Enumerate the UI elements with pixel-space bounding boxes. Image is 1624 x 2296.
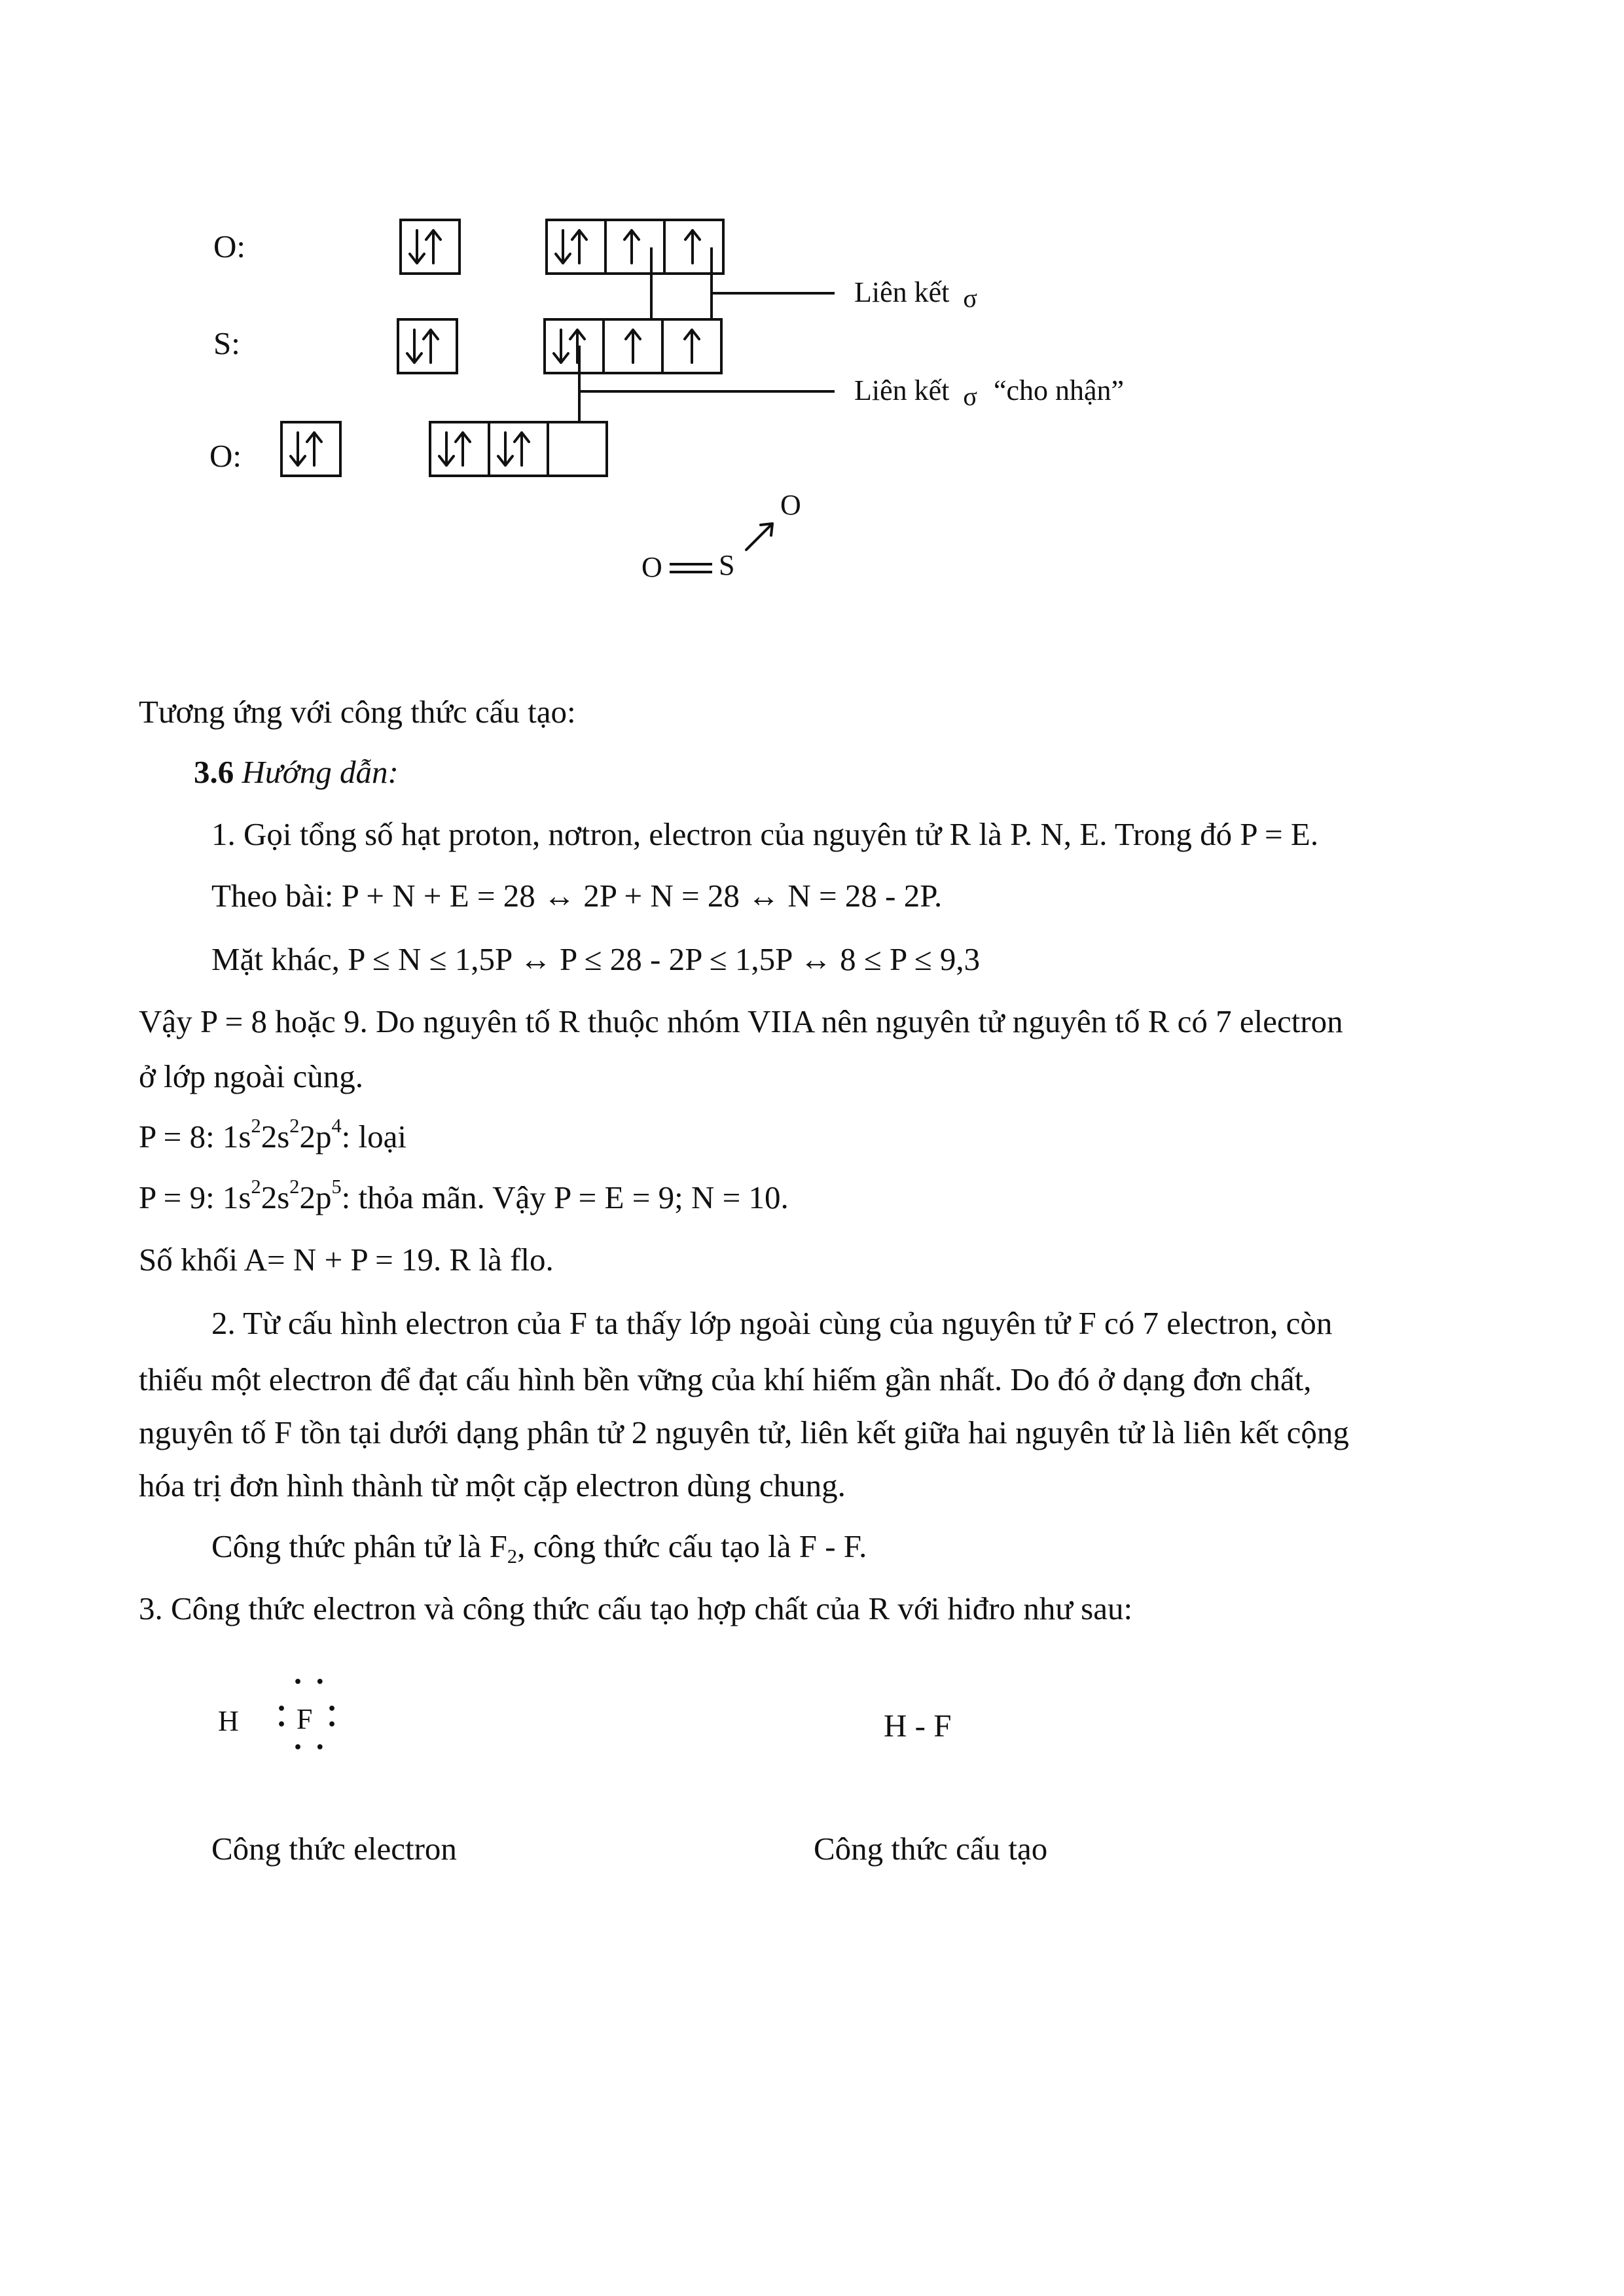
config-p9-mid2: 2p — [299, 1179, 332, 1215]
paragraph-4a: Vậy P = 8 hoặc 9. Do nguyên tố R thuộc nhóm VIIA nên nguyên tử nguyên tố R có 7 electron — [139, 1003, 1343, 1039]
caption-structural-formula: Công thức cấu tạo — [814, 1831, 1048, 1867]
config-p8 — [139, 1115, 406, 1155]
s-p2-up-arrow — [626, 330, 640, 363]
o2-p2-up-arrow — [514, 433, 529, 465]
config-p9-suffix: : thỏa mãn. Vậy P = E = 9; N = 10. — [341, 1179, 789, 1215]
donor-note: “cho nhận” — [993, 374, 1125, 406]
structure-atom-o-right: O — [780, 489, 801, 521]
lewis-h: H — [218, 1705, 239, 1737]
s-p1-up-arrow — [570, 330, 585, 363]
paragraph-4b: ở lớp ngoài cùng. — [139, 1058, 364, 1094]
config-p8-prefix: P = 8: 1s — [139, 1119, 251, 1155]
o1-s-down-arrow — [410, 230, 424, 263]
o2-p1-down-arrow — [439, 433, 454, 465]
config-p8-sup1: 2 — [251, 1115, 261, 1138]
structure-atom-o-left: O — [641, 551, 662, 583]
o2-p-box-2 — [489, 422, 548, 476]
o1-p2-up-arrow — [624, 230, 639, 263]
paragraph-8a: 2. Từ cấu hình electron của F ta thấy lớp ngoài cùng của nguyên tử F có 7 electron, còn — [211, 1305, 1333, 1341]
config-p9-prefix: P = 9: 1s — [139, 1179, 251, 1215]
o2-s-box — [281, 422, 340, 476]
config-p9-sup2: 2 — [289, 1175, 300, 1198]
s-s-box — [398, 319, 457, 373]
o1-p3-up-arrow — [685, 230, 700, 263]
orbital-diagram — [0, 0, 1624, 589]
paragraph-9-prefix: Công thức phân tử là F — [211, 1528, 507, 1564]
caption-electron-formula: Công thức electron — [211, 1831, 457, 1867]
paragraph-8d: hóa trị đơn hình thành từ một cặp electron dùng chung. — [139, 1467, 846, 1503]
o2-s-down-arrow — [291, 433, 305, 465]
sigma-bond-label — [854, 276, 977, 313]
config-p9-sup1: 2 — [251, 1175, 261, 1198]
o2-p1-up-arrow — [456, 433, 470, 465]
row-label-o1: O: — [213, 228, 245, 264]
o1-s-box — [401, 220, 460, 274]
config-p9-mid1: 2s — [261, 1179, 290, 1215]
o2-p2-down-arrow — [498, 433, 513, 465]
donor-bond-text: Liên kết — [854, 374, 950, 406]
sigma-bond-text: Liên kết — [854, 276, 950, 308]
donor-bond-label — [854, 374, 1125, 411]
s-s-down-arrow — [407, 330, 422, 363]
lewis-dots-left: • • — [277, 1701, 287, 1733]
paragraph-8c: nguyên tố F tồn tại dưới dạng phân tử 2 nguyên tử, liên kết giữa hai nguyên tử là liên kết cộng — [139, 1414, 1349, 1450]
paragraph-9-sub: 2 — [507, 1545, 518, 1568]
sigma-symbol: σ — [963, 283, 977, 313]
paragraph-9 — [211, 1528, 867, 1568]
config-p8-mid2: 2p — [299, 1119, 332, 1155]
lewis-dots-right: • • — [327, 1701, 337, 1733]
o2-s-up-arrow — [307, 433, 321, 465]
o1-p-box-2 — [605, 220, 664, 274]
s-s-up-arrow — [424, 330, 438, 363]
o1-p-box-1 — [547, 220, 605, 274]
lewis-dots-bottom: • • — [293, 1740, 329, 1756]
lewis-f: F — [297, 1703, 313, 1735]
config-p8-sup2: 2 — [289, 1115, 300, 1138]
s-p1-down-arrow — [554, 330, 568, 363]
row-label-s: S: — [213, 325, 240, 361]
paragraph-10: 3. Công thức electron và công thức cấu tạo hợp chất của R với hiđro như sau: — [139, 1590, 1133, 1626]
orbital-diagram-svg — [0, 0, 1624, 589]
s-p3-up-arrow — [685, 330, 699, 363]
paragraph-2: Theo bài: P + N + E = 28 ↔ 2P + N = 28 ↔ N = 28 - 2P. — [211, 878, 943, 914]
lewis-dots-top: • • — [293, 1674, 329, 1691]
o1-s-up-arrow — [426, 230, 441, 263]
config-p8-suffix: : loại — [341, 1119, 406, 1155]
paragraph-9-suffix: , công thức cấu tạo là F - F. — [517, 1528, 867, 1564]
paragraph-7: Số khối A= N + P = 19. R là flo. — [139, 1242, 554, 1278]
intro-line: Tương ứng với công thức cấu tạo: — [139, 694, 576, 730]
structural-formula: H - F — [884, 1708, 952, 1744]
config-p9-sup3: 5 — [331, 1175, 342, 1198]
paragraph-1: 1. Gọi tổng số hạt proton, nơtron, electron của nguyên tử R là P. N, E. Trong đó P = E. — [211, 816, 1319, 852]
dative-bond-arrow — [746, 524, 772, 550]
config-p8-sup3: 4 — [331, 1115, 342, 1138]
config-p9 — [139, 1175, 789, 1215]
structure-atom-s: S — [719, 549, 735, 581]
config-p8-mid1: 2s — [261, 1119, 290, 1155]
o2-p-box-1 — [430, 422, 489, 476]
o1-p1-up-arrow — [572, 230, 586, 263]
paragraph-3: Mặt khác, P ≤ N ≤ 1,5P ↔ P ≤ 28 - 2P ≤ 1,5P ↔ 8 ≤ P ≤ 9,3 — [211, 941, 981, 977]
row-label-o2: O: — [209, 438, 242, 474]
donor-sigma-symbol: σ — [963, 382, 977, 411]
o2-p-box-3 — [548, 422, 607, 476]
section-title: Hướng dẫn: — [242, 754, 399, 790]
o1-p1-down-arrow — [556, 230, 570, 263]
section-number: 3.6 — [194, 754, 234, 790]
section-heading — [194, 756, 399, 788]
paragraph-8b: thiếu một electron để đạt cấu hình bền vững của khí hiếm gần nhất. Do đó ở dạng đơn chất, — [139, 1361, 1312, 1397]
s-p-box-1 — [545, 319, 604, 373]
